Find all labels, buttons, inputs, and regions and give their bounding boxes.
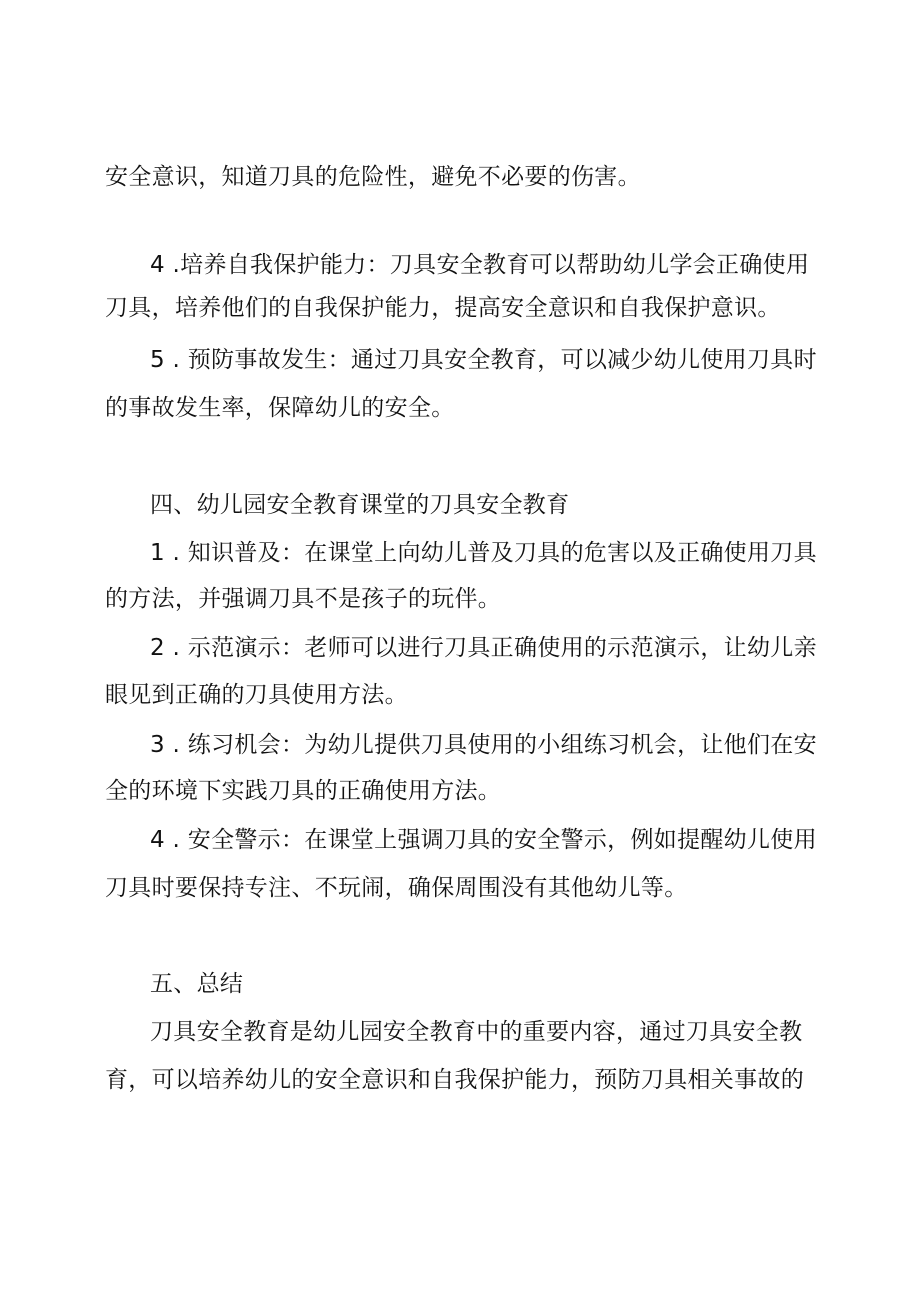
section-heading: 四、幼儿园安全教育课堂的刀具安全教育 xyxy=(150,492,570,518)
list-item-line: 4 .培养自我保护能力：刀具安全教育可以帮助幼儿学会正确使用 xyxy=(150,252,810,278)
list-item-line: 1 . 知识普及：在课堂上向幼儿普及刀具的危害以及正确使用刀具 xyxy=(150,540,817,566)
text-line: 安全意识，知道刀具的危险性，避免不必要的伤害。 xyxy=(105,164,641,190)
list-item-line: 3 . 练习机会：为幼儿提供刀具使用的小组练习机会，让他们在安 xyxy=(150,732,817,758)
text-line: 眼见到正确的刀具使用方法。 xyxy=(105,682,408,708)
section-heading: 五、总结 xyxy=(150,971,244,997)
list-item-line: 4 . 安全警示：在课堂上强调刀具的安全警示，例如提醒幼儿使用 xyxy=(150,827,817,853)
text-line: 刀具时要保持专注、不玩闹，确保周围没有其他幼儿等。 xyxy=(105,875,688,901)
list-item-line: 5 . 预防事故发生：通过刀具安全教育，可以减少幼儿使用刀具时 xyxy=(150,347,817,373)
text-line: 的事故发生率，保障幼儿的安全。 xyxy=(105,395,455,421)
text-line: 育，可以培养幼儿的安全意识和自我保护能力，预防刀具相关事故的 xyxy=(105,1067,804,1093)
text-line: 的方法，并强调刀具不是孩子的玩伴。 xyxy=(105,586,502,612)
text-line: 刀具，培养他们的自我保护能力，提高安全意识和自我保护意识。 xyxy=(105,295,781,321)
list-item-line: 2 . 示范演示：老师可以进行刀具正确使用的示范演示，让幼儿亲 xyxy=(150,635,817,661)
paragraph-line: 刀具安全教育是幼儿园安全教育中的重要内容，通过刀具安全教 xyxy=(150,1019,803,1045)
text-line: 全的环境下实践刀具的正确使用方法。 xyxy=(105,778,502,804)
